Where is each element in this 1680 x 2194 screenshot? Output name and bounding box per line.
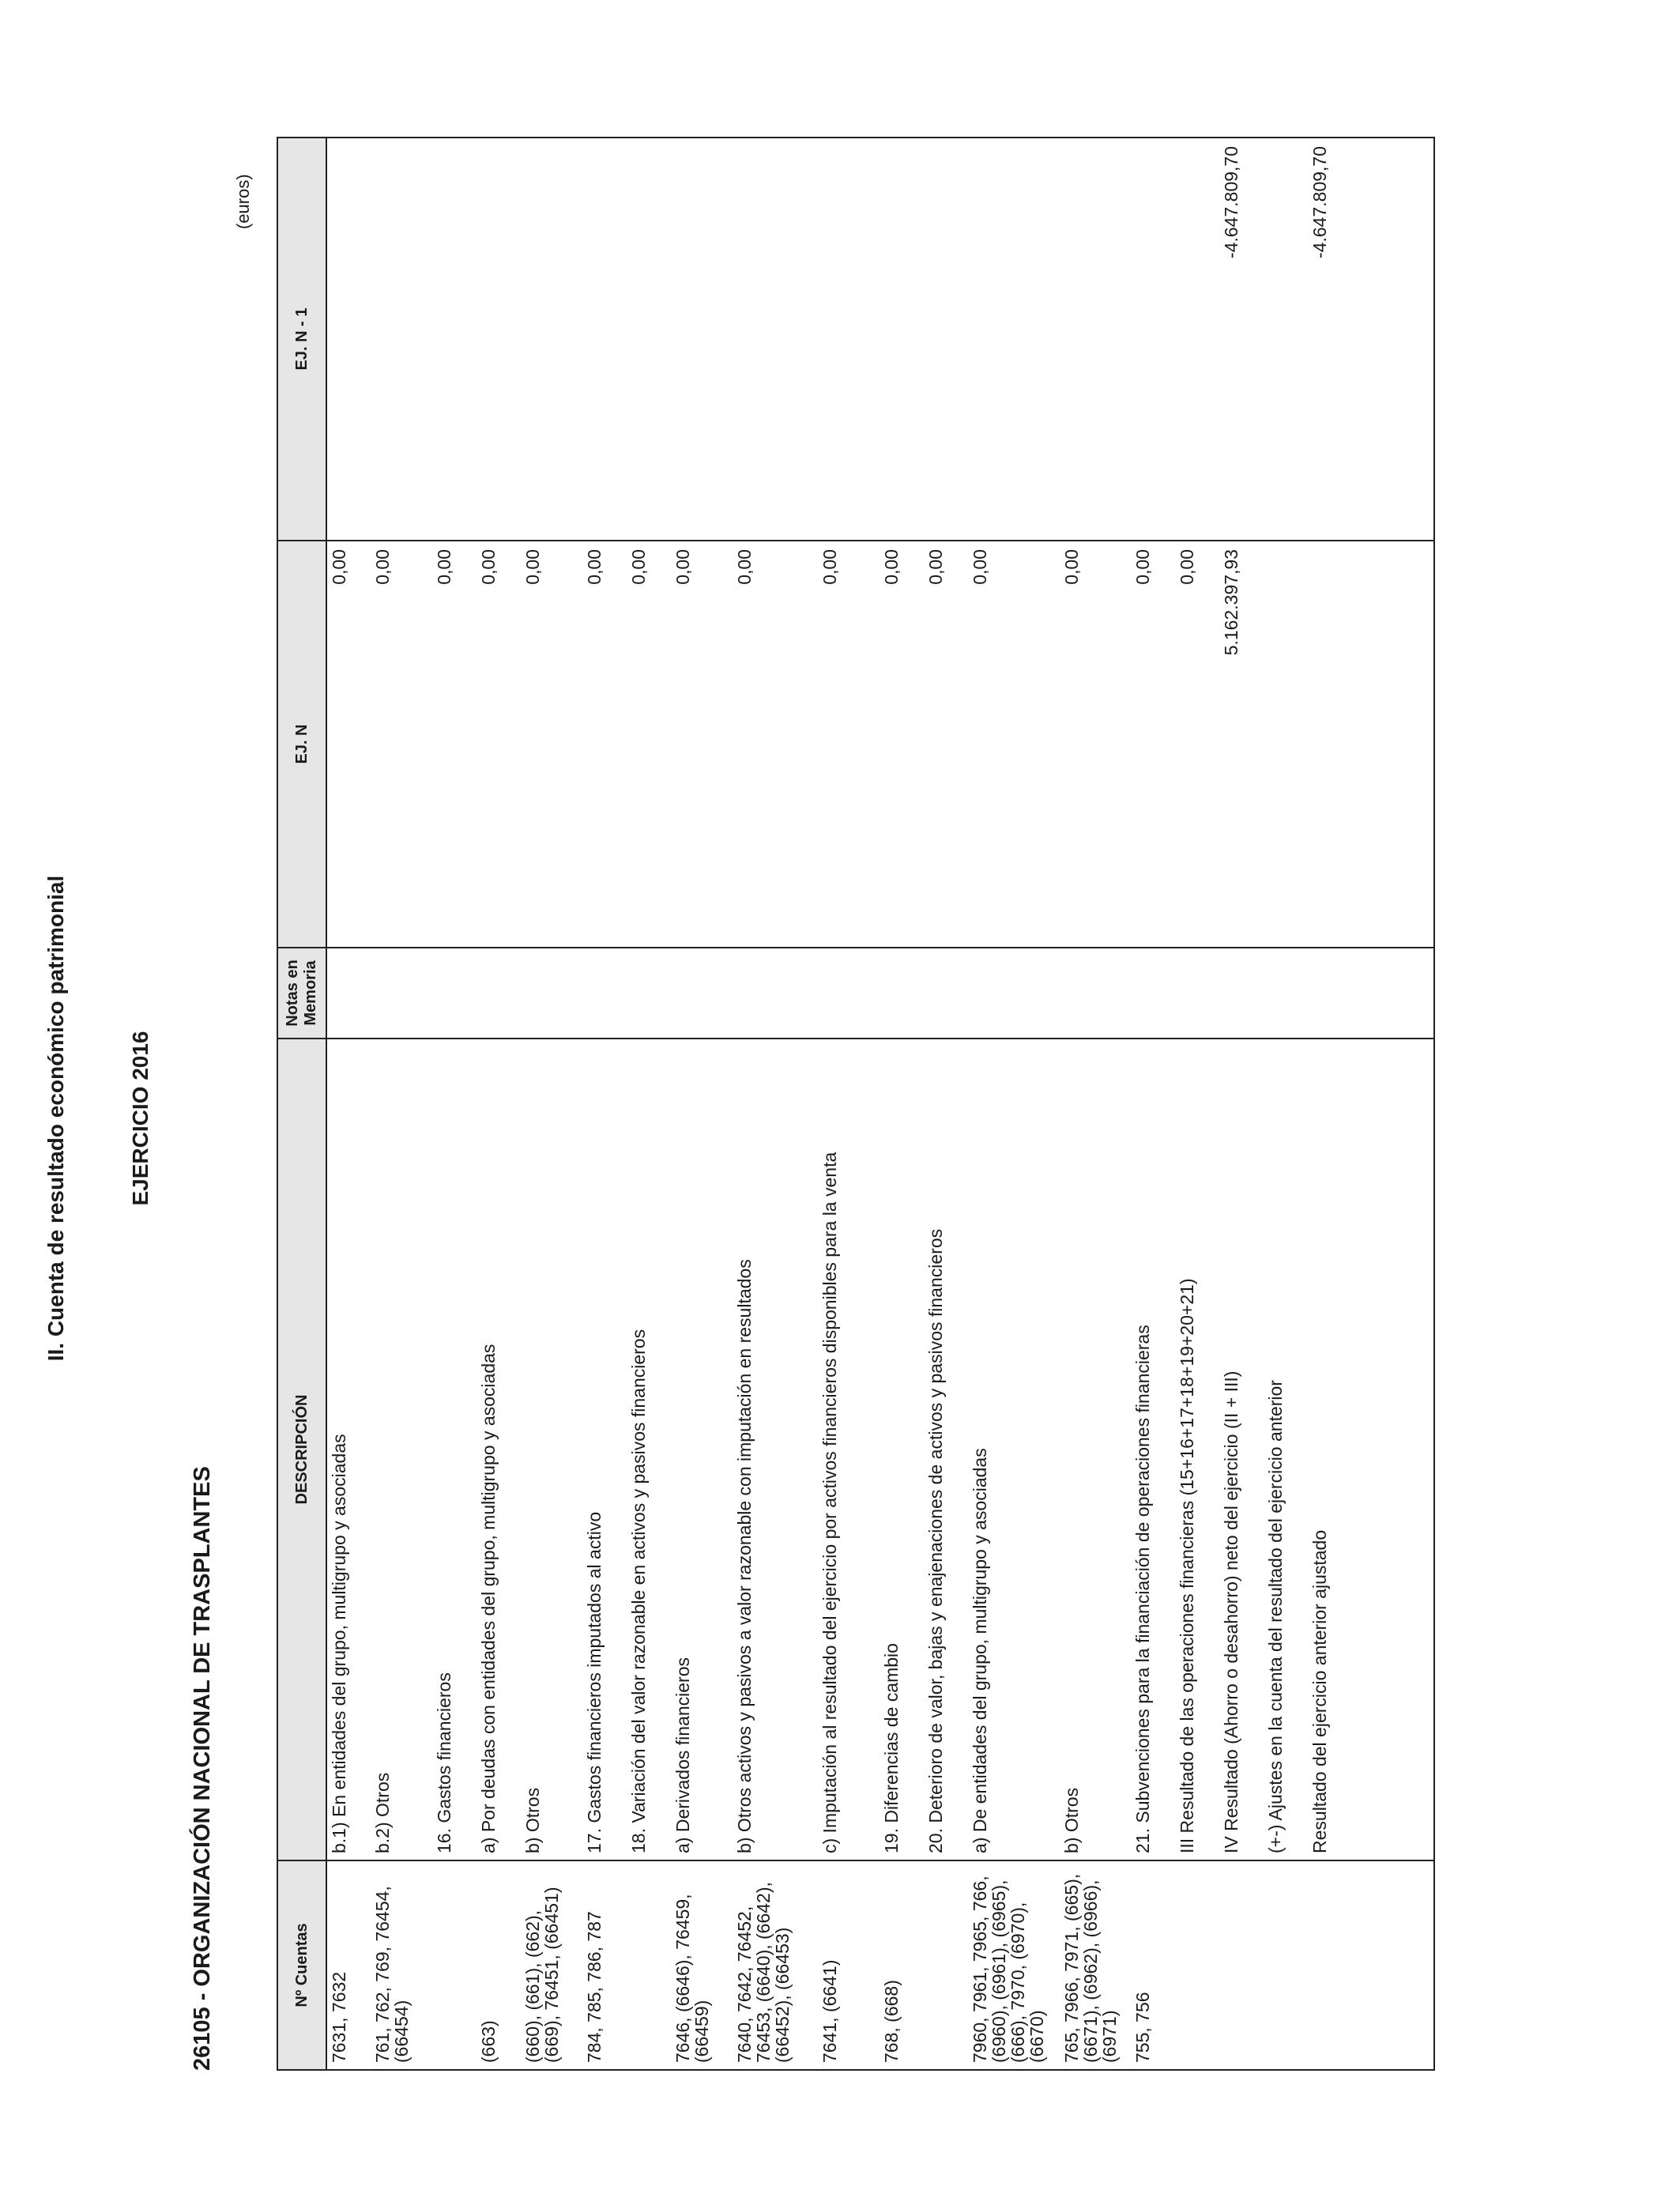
cell-cuentas: 7646, (6646), 76459, (66459) <box>671 1860 733 2070</box>
cell-ej-n: 0,00 <box>432 541 477 948</box>
table-row <box>1175 138 1219 2070</box>
cell-cuentas: (660), (661), (662), (669), 76451, (66451) <box>521 1860 582 2070</box>
cell-ej-n: 0,00 <box>880 541 924 948</box>
cell-cuentas: 7960, 7961, 7965, 766, (6960), (6961), (6965), (666), 7970, (6970), (6670) <box>968 1860 1060 2070</box>
cell-descripcion: IV Resultado (Ahorro o desahorro) neto del ejercicio (II + III) <box>1219 1039 1264 1860</box>
header-cuentas: Nº Cuentas <box>277 1860 326 2070</box>
cell-descripcion: 19. Diferencias de cambio <box>880 1039 924 1860</box>
cell-ej-n1 <box>521 138 582 541</box>
table-row <box>924 138 968 2070</box>
cell-descripcion: a) Derivados financieros <box>671 1039 733 1860</box>
cell-cuentas: 784, 785, 786, 787 <box>582 1860 627 2070</box>
cell-cuentas <box>1308 1860 1434 2070</box>
table-header-row <box>277 138 326 2070</box>
cell-notas <box>432 948 477 1039</box>
cell-ej-n: 0,00 <box>582 541 627 948</box>
cell-notas <box>968 948 1060 1039</box>
cell-descripcion: 20. Deterioro de valor, bajas y enajenaciones de activos y pasivos financieros <box>924 1039 968 1860</box>
cell-ej-n: 0,00 <box>968 541 1060 948</box>
cell-cuentas: 768, (668) <box>880 1860 924 2070</box>
cell-cuentas <box>432 1860 477 2070</box>
table-row <box>477 138 521 2070</box>
cell-ej-n1: -4.647.809,70 <box>1308 138 1434 541</box>
cell-cuentas: 761, 762, 769, 76454, (66454) <box>371 1860 432 2070</box>
cell-cuentas: 755, 756 <box>1131 1860 1175 2070</box>
entity-title: 26105 - ORGANIZACIÓN NACIONAL DE TRASPLANTES <box>190 1466 215 2071</box>
table-row <box>627 138 671 2070</box>
table-row <box>1308 138 1434 2070</box>
cell-ej-n1 <box>432 138 477 541</box>
results-table <box>277 137 1435 2071</box>
cell-notas <box>326 948 371 1039</box>
cell-notas <box>1308 948 1434 1039</box>
cell-notas <box>521 948 582 1039</box>
cell-ej-n: 0,00 <box>371 541 432 948</box>
cell-notas <box>627 948 671 1039</box>
cell-ej-n1 <box>1175 138 1219 541</box>
cell-ej-n1 <box>671 138 733 541</box>
table-row <box>733 138 818 2070</box>
exercise-title: EJERCICIO 2016 <box>128 1031 153 1206</box>
table-row <box>818 138 880 2070</box>
cell-cuentas <box>1264 1860 1308 2070</box>
cell-notas <box>1175 948 1219 1039</box>
cell-ej-n1 <box>477 138 521 541</box>
cell-ej-n1 <box>733 138 818 541</box>
cell-ej-n: 0,00 <box>924 541 968 948</box>
table-row <box>968 138 1060 2070</box>
cell-ej-n <box>1264 541 1308 948</box>
cell-ej-n1 <box>1264 138 1308 541</box>
cell-ej-n: 5.162.397,93 <box>1219 541 1264 948</box>
cell-cuentas: 765, 7966, 7971, (665), (6671), (6962), (6966), (6971) <box>1060 1860 1131 2070</box>
cell-ej-n: 0,00 <box>1060 541 1131 948</box>
cell-descripcion: a) Por deudas con entidades del grupo, multigrupo y asociadas <box>477 1039 521 1860</box>
table-row <box>1060 138 1131 2070</box>
cell-ej-n: 0,00 <box>671 541 733 948</box>
table-row <box>326 138 371 2070</box>
table-row <box>582 138 627 2070</box>
cell-notas <box>1131 948 1175 1039</box>
cell-ej-n1 <box>1060 138 1131 541</box>
cell-cuentas <box>1219 1860 1264 2070</box>
cell-ej-n1 <box>627 138 671 541</box>
cell-descripcion: 18. Variación del valor razonable en activos y pasivos financieros <box>627 1039 671 1860</box>
cell-ej-n1 <box>1131 138 1175 541</box>
cell-ej-n1 <box>818 138 880 541</box>
cell-cuentas <box>1175 1860 1219 2070</box>
cell-notas <box>1264 948 1308 1039</box>
header-notas: Notas en Memoria <box>277 948 326 1039</box>
cell-descripcion: III Resultado de las operaciones financieras (15+16+17+18+19+20+21) <box>1175 1039 1219 1860</box>
cell-descripcion: b) Otros <box>1060 1039 1131 1860</box>
cell-ej-n1 <box>326 138 371 541</box>
cell-descripcion: b.1) En entidades del grupo, multigrupo y asociadas <box>326 1039 371 1860</box>
cell-ej-n: 0,00 <box>477 541 521 948</box>
cell-descripcion: 16. Gastos financieros <box>432 1039 477 1860</box>
cell-notas <box>880 948 924 1039</box>
table-row <box>1219 138 1264 2070</box>
cell-ej-n: 0,00 <box>521 541 582 948</box>
cell-descripcion: b) Otros activos y pasivos a valor razonable con imputación en resultados <box>733 1039 818 1860</box>
cell-cuentas: 7641, (6641) <box>818 1860 880 2070</box>
header-ej-n1: EJ. N - 1 <box>277 138 326 541</box>
table-row <box>432 138 477 2070</box>
table-row <box>521 138 582 2070</box>
cell-descripcion: b) Otros <box>521 1039 582 1860</box>
cell-descripcion: c) Imputación al resultado del ejercicio por activos financieros disponibles para la venta <box>818 1039 880 1860</box>
table-row <box>671 138 733 2070</box>
cell-notas <box>671 948 733 1039</box>
cell-ej-n: 0,00 <box>326 541 371 948</box>
cell-ej-n1: -4.647.809,70 <box>1219 138 1264 541</box>
cell-ej-n: 0,00 <box>627 541 671 948</box>
cell-ej-n1 <box>582 138 627 541</box>
table-row <box>1264 138 1308 2070</box>
table-row <box>371 138 432 2070</box>
cell-cuentas <box>924 1860 968 2070</box>
cell-notas <box>733 948 818 1039</box>
cell-descripcion: b.2) Otros <box>371 1039 432 1860</box>
cell-notas <box>924 948 968 1039</box>
cell-cuentas <box>627 1860 671 2070</box>
section-title: II. Cuenta de resultado económico patrimonial <box>43 875 68 1362</box>
cell-notas <box>1060 948 1131 1039</box>
cell-ej-n1 <box>371 138 432 541</box>
cell-descripcion: Resultado del ejercicio anterior ajustado <box>1308 1039 1434 1860</box>
cell-cuentas: (663) <box>477 1860 521 2070</box>
cell-ej-n1 <box>924 138 968 541</box>
cell-notas <box>582 948 627 1039</box>
cell-cuentas: 7631, 7632 <box>326 1860 371 2070</box>
header-ej-n: EJ. N <box>277 541 326 948</box>
cell-descripcion: a) De entidades del grupo, multigrupo y asociadas <box>968 1039 1060 1860</box>
cell-ej-n <box>1308 541 1434 948</box>
cell-ej-n: 0,00 <box>818 541 880 948</box>
cell-descripcion: 21. Subvenciones para la financiación de operaciones financieras <box>1131 1039 1175 1860</box>
cell-ej-n1 <box>968 138 1060 541</box>
cell-notas <box>371 948 432 1039</box>
cell-descripcion: (+-) Ajustes en la cuenta del resultado del ejercicio anterior <box>1264 1039 1308 1860</box>
cell-notas <box>1219 948 1264 1039</box>
units-label: (euros) <box>233 174 253 229</box>
cell-ej-n: 0,00 <box>1131 541 1175 948</box>
cell-ej-n1 <box>880 138 924 541</box>
table-row <box>1131 138 1175 2070</box>
cell-cuentas: 7640, 7642, 76452, 76453, (6640), (6642), (66452), (66453) <box>733 1860 818 2070</box>
cell-ej-n: 0,00 <box>1175 541 1219 948</box>
cell-notas <box>477 948 521 1039</box>
cell-notas <box>818 948 880 1039</box>
table-row <box>880 138 924 2070</box>
header-descripcion: DESCRIPCIÓN <box>277 1039 326 1860</box>
report-sheet <box>43 111 1399 2126</box>
cell-descripcion: 17. Gastos financieros imputados al activo <box>582 1039 627 1860</box>
cell-ej-n: 0,00 <box>733 541 818 948</box>
